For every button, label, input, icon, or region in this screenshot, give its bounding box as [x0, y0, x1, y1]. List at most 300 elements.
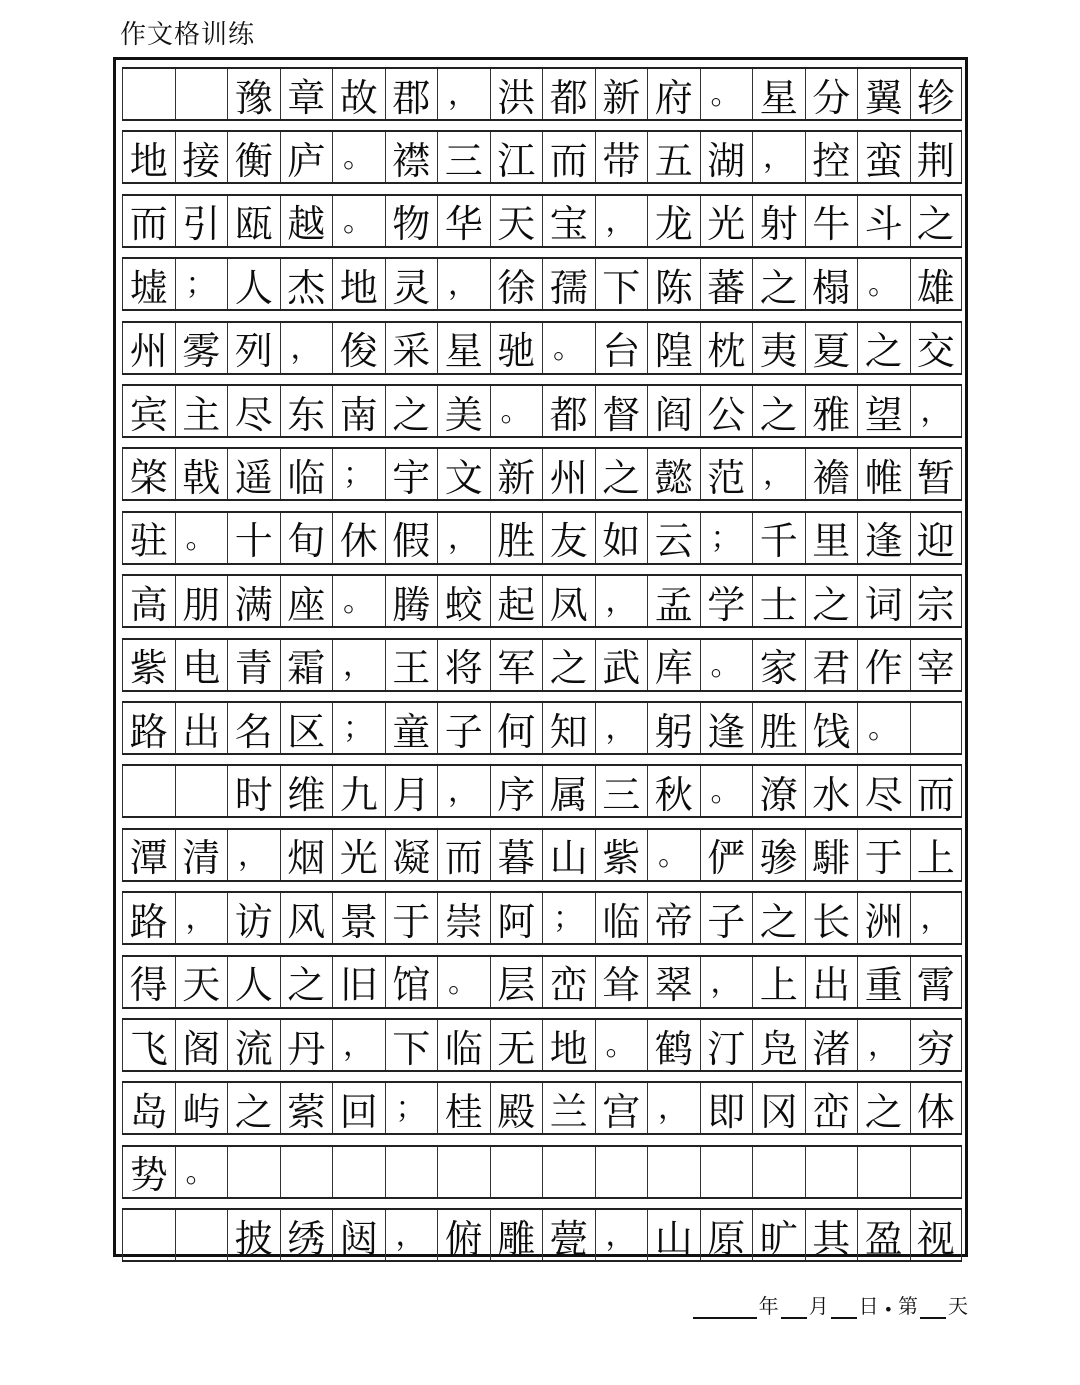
grid-cell: 岛 — [122, 1083, 175, 1133]
grid-cell: 出 — [805, 957, 858, 1007]
grid-row — [122, 67, 962, 121]
grid-cell: 孟 — [647, 576, 700, 626]
grid-cell — [700, 1147, 753, 1197]
grid-row — [122, 1081, 962, 1135]
grid-cell: 龙 — [647, 196, 700, 246]
grid-cell: 腾 — [385, 576, 438, 626]
grid-cell: 。 — [857, 259, 910, 309]
grid-cell — [175, 1210, 228, 1260]
grid-cell: 雾 — [175, 323, 228, 373]
grid-cell: 主 — [175, 386, 228, 436]
grid-cell: 洲 — [857, 893, 910, 943]
grid-cell: 隍 — [647, 323, 700, 373]
grid-cell: 休 — [332, 513, 385, 563]
grid-cell: 得 — [122, 957, 175, 1007]
grid-cell: 学 — [700, 576, 753, 626]
grid-cell: ， — [910, 893, 963, 943]
grid-cell: 时 — [227, 766, 280, 816]
grid-cell: 地 — [542, 1020, 595, 1070]
grid-cell: 友 — [542, 513, 595, 563]
grid-cell — [490, 1147, 543, 1197]
date-footer — [693, 1290, 968, 1319]
grid-cell: 月 — [385, 766, 438, 816]
grid-cell: 库 — [647, 640, 700, 690]
grid-cell: 胜 — [490, 513, 543, 563]
grid-cell: 东 — [280, 386, 333, 436]
grid-cell: 名 — [227, 703, 280, 753]
grid-cell: 千 — [752, 513, 805, 563]
grid-cell: 。 — [332, 132, 385, 182]
grid-cell: 假 — [385, 513, 438, 563]
grid-cell: 分 — [805, 69, 858, 119]
grid-cell: 地 — [332, 259, 385, 309]
grid-cell: 峦 — [805, 1083, 858, 1133]
grid-cell: 列 — [227, 323, 280, 373]
grid-cell: 逢 — [857, 513, 910, 563]
grid-cell: 访 — [227, 893, 280, 943]
grid-cell: 里 — [805, 513, 858, 563]
grid-cell: 序 — [490, 766, 543, 816]
grid-cell: ， — [227, 830, 280, 880]
grid-cell: 冈 — [752, 1083, 805, 1133]
grid-cell: 躬 — [647, 703, 700, 753]
grid-cell: 原 — [700, 1210, 753, 1260]
grid-cell: 电 — [175, 640, 228, 690]
grid-row — [122, 764, 962, 818]
day-blank — [831, 1299, 857, 1319]
grid-cell: 新 — [490, 449, 543, 499]
grid-cell: 童 — [385, 703, 438, 753]
grid-cell: ， — [437, 766, 490, 816]
grid-cell: 徐 — [490, 259, 543, 309]
grid-cell: 之 — [385, 386, 438, 436]
grid-cell: 君 — [805, 640, 858, 690]
grid-cell: 于 — [385, 893, 438, 943]
grid-cell: 清 — [175, 830, 228, 880]
grid-cell: 骖 — [752, 830, 805, 880]
grid-cell: 胜 — [752, 703, 805, 753]
grid-cell: ， — [595, 196, 648, 246]
grid-cell: 之 — [752, 259, 805, 309]
grid-cell: 馆 — [385, 957, 438, 1007]
grid-cell: 而 — [542, 132, 595, 182]
grid-cell: 之 — [910, 196, 963, 246]
grid-cell: 阿 — [490, 893, 543, 943]
grid-cell: ， — [857, 1020, 910, 1070]
grid-cell: 词 — [857, 576, 910, 626]
grid-cell: 雅 — [805, 386, 858, 436]
grid-cell: 宫 — [595, 1083, 648, 1133]
grid-cell: 穷 — [910, 1020, 963, 1070]
grid-cell: 饯 — [805, 703, 858, 753]
grid-cell: 甍 — [542, 1210, 595, 1260]
grid-cell: 雄 — [910, 259, 963, 309]
grid-cell: 耸 — [595, 957, 648, 1007]
grid-cell: 满 — [227, 576, 280, 626]
bullet-dot: • — [883, 1300, 893, 1319]
grid-cell: 高 — [122, 576, 175, 626]
grid-cell: 斗 — [857, 196, 910, 246]
grid-cell: 暮 — [490, 830, 543, 880]
grid-cell: 棨 — [122, 449, 175, 499]
grid-cell: 之 — [280, 957, 333, 1007]
grid-cell: 旷 — [752, 1210, 805, 1260]
grid-cell: 地 — [122, 132, 175, 182]
grid-cell: ， — [647, 1083, 700, 1133]
grid-cell: ； — [332, 449, 385, 499]
grid-cell: 驰 — [490, 323, 543, 373]
grid-row — [122, 257, 962, 311]
grid-cell: 。 — [857, 703, 910, 753]
grid-cell: 云 — [647, 513, 700, 563]
grid-cell: 夷 — [752, 323, 805, 373]
grid-cell: 阎 — [647, 386, 700, 436]
grid-cell: 秋 — [647, 766, 700, 816]
grid-cell — [595, 1147, 648, 1197]
grid-cell: 戟 — [175, 449, 228, 499]
grid-cell: 凝 — [385, 830, 438, 880]
grid-cell: 。 — [332, 196, 385, 246]
grid-cell: 作 — [857, 640, 910, 690]
grid-cell: 路 — [122, 703, 175, 753]
grid-cell: 临 — [437, 1020, 490, 1070]
grid-cell: 庐 — [280, 132, 333, 182]
grid-cell: 文 — [437, 449, 490, 499]
grid-cell — [910, 703, 963, 753]
grid-cell: 之 — [857, 323, 910, 373]
grid-cell — [122, 69, 175, 119]
grid-cell: 即 — [700, 1083, 753, 1133]
grid-cell: 。 — [647, 830, 700, 880]
grid-row — [122, 1208, 962, 1262]
grid-cell: 人 — [227, 957, 280, 1007]
grid-cell: ， — [332, 640, 385, 690]
grid-cell: 物 — [385, 196, 438, 246]
grid-cell: 之 — [857, 1083, 910, 1133]
grid-cell: 逢 — [700, 703, 753, 753]
grid-row — [122, 1145, 962, 1199]
grid-cell: ， — [595, 576, 648, 626]
grid-cell: 接 — [175, 132, 228, 182]
grid-row — [122, 701, 962, 755]
page-title: 作文格训练 — [120, 20, 256, 50]
grid-cell: 宰 — [910, 640, 963, 690]
grid-cell: 都 — [542, 69, 595, 119]
grid-cell: 潦 — [752, 766, 805, 816]
grid-cell — [332, 1147, 385, 1197]
grid-cell: 荆 — [910, 132, 963, 182]
grid-cell: 座 — [280, 576, 333, 626]
grid-cell: 公 — [700, 386, 753, 436]
grid-cell: 洪 — [490, 69, 543, 119]
grid-cell: ； — [385, 1083, 438, 1133]
grid-row — [122, 384, 962, 438]
grid-row — [122, 638, 962, 692]
grid-cell: 杰 — [280, 259, 333, 309]
grid-cell: ， — [385, 1210, 438, 1260]
grid-cell: 光 — [332, 830, 385, 880]
grid-cell: 墟 — [122, 259, 175, 309]
grid-cell: 。 — [175, 513, 228, 563]
grid-cell: 武 — [595, 640, 648, 690]
grid-cell: 湖 — [700, 132, 753, 182]
grid-cell: 山 — [647, 1210, 700, 1260]
grid-row — [122, 447, 962, 501]
grid-cell: 遥 — [227, 449, 280, 499]
grid-cell: 潭 — [122, 830, 175, 880]
grid-cell — [175, 766, 228, 816]
grid-cell: 屿 — [175, 1083, 228, 1133]
grid-cell: 流 — [227, 1020, 280, 1070]
grid-cell: 尽 — [227, 386, 280, 436]
grid-cell: 懿 — [647, 449, 700, 499]
grid-cell: ， — [437, 69, 490, 119]
grid-cell: 俯 — [437, 1210, 490, 1260]
grid-cell: 而 — [437, 830, 490, 880]
grid-cell: 将 — [437, 640, 490, 690]
grid-cell: 迎 — [910, 513, 963, 563]
grid-cell: 旬 — [280, 513, 333, 563]
grid-cell: 美 — [437, 386, 490, 436]
grid-cell: 雕 — [490, 1210, 543, 1260]
grid-cell — [122, 766, 175, 816]
grid-cell — [647, 1147, 700, 1197]
grid-row — [122, 194, 962, 248]
grid-cell: 。 — [700, 69, 753, 119]
grid-cell: 闼 — [332, 1210, 385, 1260]
grid-cell: 路 — [122, 893, 175, 943]
grid-cell: 襟 — [385, 132, 438, 182]
month-label: 月 — [808, 1294, 829, 1318]
grid-cell: 。 — [437, 957, 490, 1007]
grid-cell: 星 — [437, 323, 490, 373]
grid-cell: ， — [752, 449, 805, 499]
year-label: 年 — [758, 1294, 779, 1318]
grid-cell: 蛮 — [857, 132, 910, 182]
grid-cell: 牛 — [805, 196, 858, 246]
grid-cell: 军 — [490, 640, 543, 690]
grid-cell: 望 — [857, 386, 910, 436]
grid-cell: 十 — [227, 513, 280, 563]
grid-cell: 三 — [595, 766, 648, 816]
grid-cell: 宾 — [122, 386, 175, 436]
grid-cell: 势 — [122, 1147, 175, 1197]
grid-cell: 凫 — [752, 1020, 805, 1070]
grid-cell: 九 — [332, 766, 385, 816]
grid-cell: 瓯 — [227, 196, 280, 246]
grid-cell: 之 — [805, 576, 858, 626]
grid-cell: ， — [437, 513, 490, 563]
grid-cell: 朋 — [175, 576, 228, 626]
grid-cell: 维 — [280, 766, 333, 816]
grid-cell: 汀 — [700, 1020, 753, 1070]
grid-cell: 华 — [437, 196, 490, 246]
grid-cell: 其 — [805, 1210, 858, 1260]
grid-cell: 暂 — [910, 449, 963, 499]
grid-cell: 新 — [595, 69, 648, 119]
grid-cell: 枕 — [700, 323, 753, 373]
grid-cell: 宇 — [385, 449, 438, 499]
grid-cell: 桂 — [437, 1083, 490, 1133]
grid-cell: 区 — [280, 703, 333, 753]
grid-cell: 如 — [595, 513, 648, 563]
grid-cell: 起 — [490, 576, 543, 626]
grid-cell: 出 — [175, 703, 228, 753]
grid-row — [122, 1018, 962, 1072]
grid-cell: 星 — [752, 69, 805, 119]
grid-cell: 章 — [280, 69, 333, 119]
grid-cell: 江 — [490, 132, 543, 182]
grid-cell: 士 — [752, 576, 805, 626]
grid-cell: 灵 — [385, 259, 438, 309]
grid-row — [122, 511, 962, 565]
grid-cell: 烟 — [280, 830, 333, 880]
grid-cell: 台 — [595, 323, 648, 373]
grid-cell: 州 — [542, 449, 595, 499]
grid-cell: 騑 — [805, 830, 858, 880]
grid-cell: 子 — [700, 893, 753, 943]
grid-cell: 越 — [280, 196, 333, 246]
grid-cell: 霜 — [280, 640, 333, 690]
tian-label: 天 — [948, 1294, 968, 1318]
grid-row — [122, 574, 962, 628]
grid-cell: 夏 — [805, 323, 858, 373]
grid-cell: 衡 — [227, 132, 280, 182]
grid-cell: 南 — [332, 386, 385, 436]
grid-cell: 射 — [752, 196, 805, 246]
grid-cell: 引 — [175, 196, 228, 246]
grid-cell: 而 — [910, 766, 963, 816]
grid-cell: 带 — [595, 132, 648, 182]
grid-cell — [752, 1147, 805, 1197]
grid-cell: 凤 — [542, 576, 595, 626]
grid-cell: 家 — [752, 640, 805, 690]
grid-cell: ， — [595, 1210, 648, 1260]
grid-cell: 王 — [385, 640, 438, 690]
grid-cell: 郡 — [385, 69, 438, 119]
grid-cell: 青 — [227, 640, 280, 690]
grid-cell: 光 — [700, 196, 753, 246]
grid-cell: 上 — [752, 957, 805, 1007]
grid-row — [122, 828, 962, 882]
grid-cell: 蕃 — [700, 259, 753, 309]
grid-cell: ； — [542, 893, 595, 943]
grid-cell: 三 — [437, 132, 490, 182]
grid-cell: 俨 — [700, 830, 753, 880]
grid-cell: 子 — [437, 703, 490, 753]
grid-cell: 体 — [910, 1083, 963, 1133]
grid-cell: 阁 — [175, 1020, 228, 1070]
grid-cell: 轸 — [910, 69, 963, 119]
grid-cell: 榻 — [805, 259, 858, 309]
grid-cell: 天 — [175, 957, 228, 1007]
grid-cell: 之 — [542, 640, 595, 690]
grid-cell: ， — [437, 259, 490, 309]
grid-cell: 崇 — [437, 893, 490, 943]
grid-cell: 殿 — [490, 1083, 543, 1133]
grid-row — [122, 321, 962, 375]
grid-cell: 。 — [700, 766, 753, 816]
grid-cell: 旧 — [332, 957, 385, 1007]
grid-cell: 水 — [805, 766, 858, 816]
grid-cell: ， — [175, 893, 228, 943]
grid-row — [122, 955, 962, 1009]
grid-cell: 天 — [490, 196, 543, 246]
grid-cell: 采 — [385, 323, 438, 373]
grid-cell: 回 — [332, 1083, 385, 1133]
grid-cell: 宗 — [910, 576, 963, 626]
grid-row — [122, 891, 962, 945]
grid-cell — [280, 1147, 333, 1197]
grid-cell: 孺 — [542, 259, 595, 309]
grid-cell — [227, 1147, 280, 1197]
grid-cell: 襜 — [805, 449, 858, 499]
year-blank — [693, 1299, 757, 1319]
grid-cell: 萦 — [280, 1083, 333, 1133]
grid-cell: 山 — [542, 830, 595, 880]
grid-row — [122, 130, 962, 184]
grid-cell: 州 — [122, 323, 175, 373]
grid-cell: 陈 — [647, 259, 700, 309]
grid-cell: 范 — [700, 449, 753, 499]
grid-cell: 风 — [280, 893, 333, 943]
grid-cell: 重 — [857, 957, 910, 1007]
grid-cell: 而 — [122, 196, 175, 246]
grid-cell: 。 — [175, 1147, 228, 1197]
grid-cell — [542, 1147, 595, 1197]
grid-cell: 绣 — [280, 1210, 333, 1260]
grid-cell: ； — [332, 703, 385, 753]
grid-cell — [805, 1147, 858, 1197]
grid-cell: ， — [280, 323, 333, 373]
grid-cell: ， — [910, 386, 963, 436]
grid-cell: 兰 — [542, 1083, 595, 1133]
grid-cell: 故 — [332, 69, 385, 119]
day-count-blank — [920, 1299, 946, 1319]
grid-cell: 帷 — [857, 449, 910, 499]
grid-cell: ； — [175, 259, 228, 309]
grid-cell: 五 — [647, 132, 700, 182]
grid-cell: 属 — [542, 766, 595, 816]
grid-cell: 鹤 — [647, 1020, 700, 1070]
grid-cell: 督 — [595, 386, 648, 436]
grid-cell: 下 — [385, 1020, 438, 1070]
grid-cell — [857, 1147, 910, 1197]
grid-cell: 豫 — [227, 69, 280, 119]
grid-cell: 紫 — [595, 830, 648, 880]
grid-cell: 盈 — [857, 1210, 910, 1260]
grid-cell: 宝 — [542, 196, 595, 246]
grid-cell — [122, 1210, 175, 1260]
grid-cell: 视 — [910, 1210, 963, 1260]
grid-cell: 人 — [227, 259, 280, 309]
grid-cell: 。 — [542, 323, 595, 373]
grid-cell: 蛟 — [437, 576, 490, 626]
grid-cell: 渚 — [805, 1020, 858, 1070]
grid-cell: 之 — [227, 1083, 280, 1133]
grid-cell: 披 — [227, 1210, 280, 1260]
grid-cell: 之 — [595, 449, 648, 499]
grid-cell: 控 — [805, 132, 858, 182]
grid-cell: 。 — [490, 386, 543, 436]
grid-cell: 飞 — [122, 1020, 175, 1070]
grid-cell: 驻 — [122, 513, 175, 563]
grid-cell: 丹 — [280, 1020, 333, 1070]
grid-cell: ， — [595, 703, 648, 753]
grid-cell: 之 — [752, 386, 805, 436]
grid-cell: 翠 — [647, 957, 700, 1007]
grid-cell — [175, 69, 228, 119]
